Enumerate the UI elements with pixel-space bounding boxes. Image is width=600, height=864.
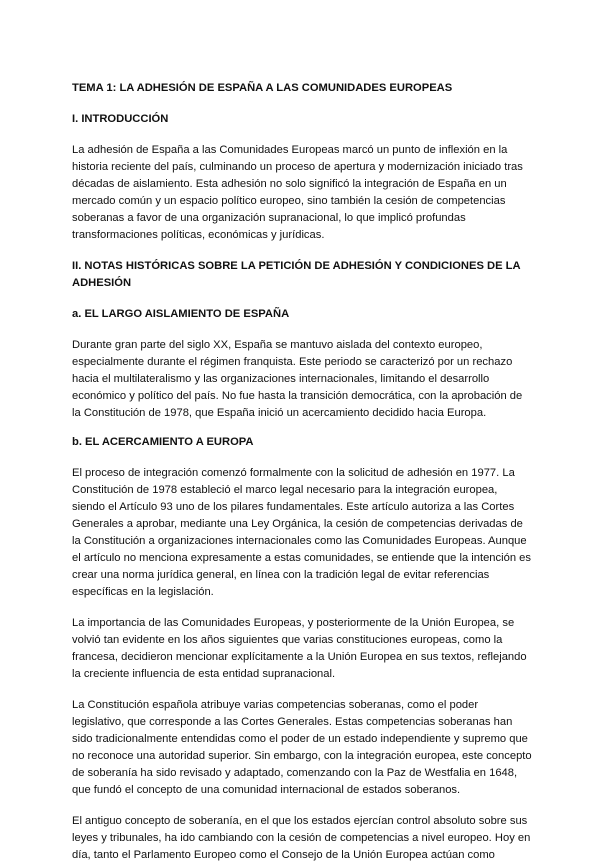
historical-heading: II. NOTAS HISTÓRICAS SOBRE LA PETICIÓN DE ADHESIÓN Y CONDICIONES DE LA ADHESIÓN: [72, 260, 521, 289]
subsection-b-paragraph-1: El proceso de integración comenzó formalmente con la solicitud de adhesión en 1977. La Constitución de 1978 estableció el marco legal necesario para la integración europea, siendo el Artículo 93 uno de los pilares fundamentales. Este artículo autoriza a las Cortes Generales a aprobar, mediante una Ley Orgánica, la cesión de competencias derivadas de la Constitución a organizaciones internacionales como las Comunidades Europeas. Aunque el artículo no menciona expresamente a estas comunidades, se entiende que la intención es crear una norma jurídica general, en línea con la tradición legal de evitar referencias específicas en la legislación.: [72, 467, 531, 598]
subsection-b-paragraph-2: La importancia de las Comunidades Europeas, y posteriormente de la Unión Europea, se volvió tan evidente en los años siguientes que varias constituciones europeas, como la francesa, decidieron mencionar explícitamente a la Unión Europea en sus textos, reflejando la creciente influencia de esta entidad supranacional.: [72, 617, 527, 680]
document-page: [72, 80, 532, 864]
subsection-b-paragraph-4: El antiguo concepto de soberanía, en el que los estados ejercían control absoluto sobre sus leyes y tribunales, ha ido cambiando con la cesión de competencias a nivel europeo. Hoy en día, tanto el Parlamento Europeo como el Consejo de la Unión Europea actúan como: [72, 815, 531, 861]
intro-paragraph: La adhesión de España a las Comunidades Europeas marcó un punto de inflexión en la historia reciente del país, culminando un proceso de apertura y modernización iniciado tras décadas de aislamiento. Esta adhesión no solo significó la integración de España en un mercado común y un espacio político europeo, sino también la cesión de competencias soberanas a favor de una organización supranacional, lo que implicó profundas transformaciones políticas, económicas y jurídicas.: [72, 144, 523, 241]
subsection-b-heading: b. EL ACERCAMIENTO A EUROPA: [72, 436, 254, 448]
document-title: TEMA 1: LA ADHESIÓN DE ESPAÑA A LAS COMUNIDADES EUROPEAS: [72, 82, 453, 94]
intro-heading: I. INTRODUCCIÓN: [72, 113, 169, 125]
subsection-a-heading: a. EL LARGO AISLAMIENTO DE ESPAÑA: [72, 308, 290, 320]
subsection-a-paragraph: Durante gran parte del siglo XX, España se mantuvo aislada del contexto europeo, especialmente durante el régimen franquista. Este periodo se caracterizó por un rechazo hacia el multilateralismo y las organizaciones internacionales, limitando el desarrollo económico y político del país. No fue hasta la transición democrática, con la aprobación de la Constitución de 1978, que España inició un acercamiento decidido hacia Europa.: [72, 339, 523, 419]
subsection-b-paragraph-3: La Constitución española atribuye varias competencias soberanas, como el poder legislativo, que corresponde a las Cortes Generales. Estas competencias soberanas han sido tradicionalmente entendidas como el poder de un estado independiente y supremo que no reconoce una autoridad superior. Sin embargo, con la integración europea, este concepto de soberanía ha sido revisado y adaptado, comenzando con la Paz de Westfalia en 1648, que fundó el concepto de una comunidad internacional de estados soberanos.: [72, 699, 532, 796]
